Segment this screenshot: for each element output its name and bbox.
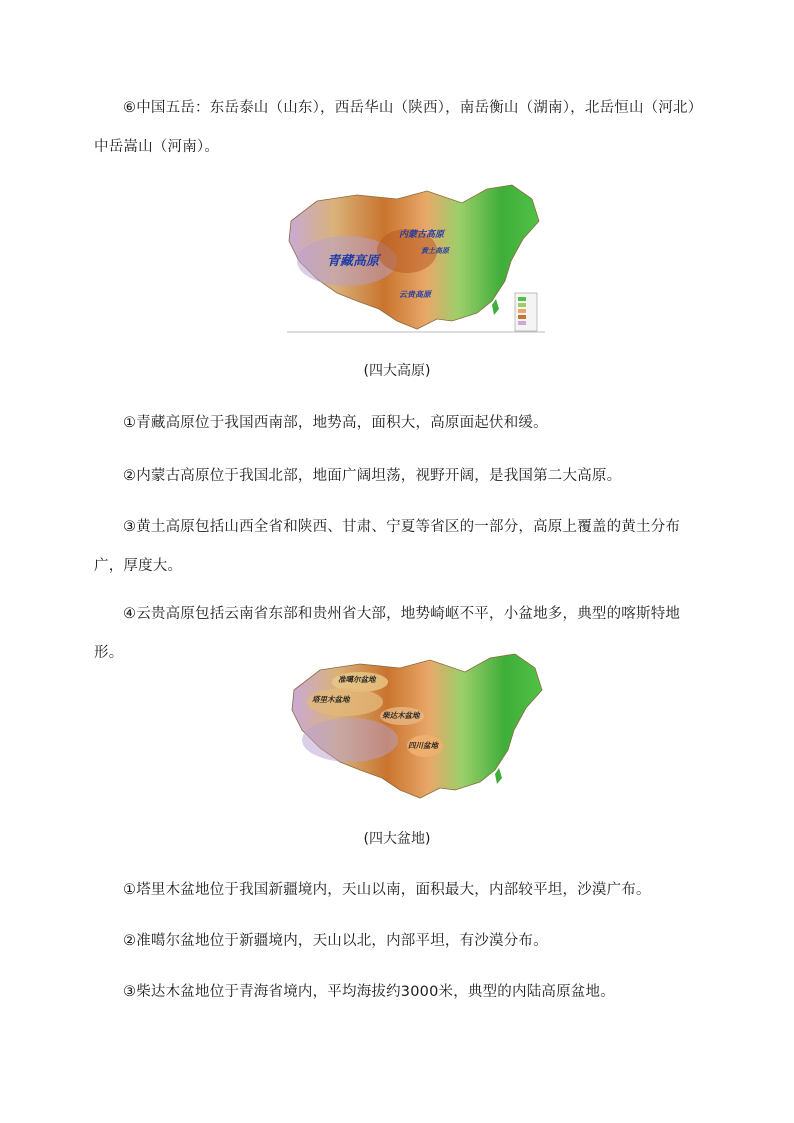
label-qaidam: 柴达木盆地	[382, 711, 420, 720]
paragraph-huangtu: ③黄土高原包括山西全省和陕西、甘肃、宁夏等省区的一部分，高原上覆盖的黄土分布广，厚度大。	[94, 519, 681, 574]
taiwan-island	[492, 299, 499, 315]
paragraph-junggar: ②准噶尔盆地位于新疆境内，天山以北，内部平坦，有沙漠分布。	[123, 933, 548, 949]
paragraph-qaidam: ③柴达木盆地位于青海省境内，平均海拔约3000米，典型的内陆高原盆地。	[123, 984, 615, 1000]
taiwan-island	[495, 768, 502, 784]
map-four-basins	[290, 650, 545, 800]
label-tarim: 塔里木盆地	[312, 695, 350, 704]
label-huangtu: 黄土高原	[421, 246, 449, 255]
paragraph-neimenggu: ②内蒙古高原位于我国北部，地面广阔坦荡，视野开阔，是我国第二大高原。	[123, 468, 622, 484]
label-yungui: 云贵高原	[399, 289, 431, 299]
map-four-plateaus	[287, 181, 545, 333]
label-neimenggu: 内蒙古高原	[399, 230, 445, 240]
paragraph-yungui: ④云贵高原包括云南省东部和贵州省大部，地势崎岖不平，小盆地多，典型的喀斯特地形。	[94, 606, 681, 661]
paragraph-tarim: ①塔里木盆地位于我国新疆境内，天山以南，面积最大，内部较平坦，沙漠广布。	[123, 882, 651, 898]
paragraph-qingzang: ①青藏高原位于我国西南部，地势高，面积大，高原面起伏和缓。	[123, 415, 548, 431]
label-qingzang: 青藏高原	[327, 254, 380, 269]
caption-four-plateaus: (四大高原)	[363, 363, 431, 379]
caption-four-basins: (四大盆地)	[363, 831, 431, 847]
label-sichuan: 四川盆地	[408, 741, 438, 750]
qinghai-tibet-shade	[302, 718, 398, 762]
label-junggar: 准噶尔盆地	[338, 675, 376, 684]
paragraph-five-mountains: ⑥中国五岳：东岳泰山（山东），西岳华山（陕西），南岳衡山（湖南），北岳恒山（河北）中岳嵩山（河南）。	[94, 100, 703, 155]
